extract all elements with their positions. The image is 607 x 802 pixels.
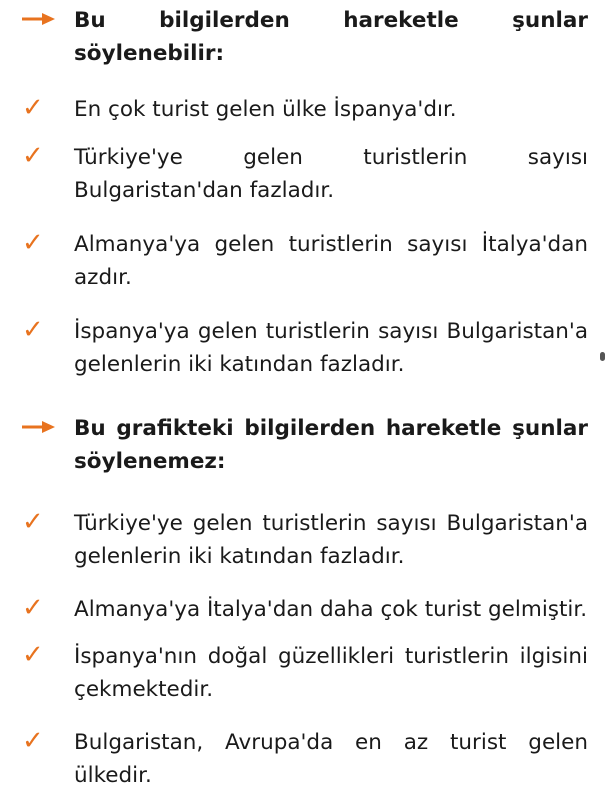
list-item-text: Bulgaristan, Avrupa'da en az turist gelen ülkedir. bbox=[74, 730, 588, 788]
list-item-text: Almanya'ya gelen turistlerin sayısı İtalya'dan azdır. bbox=[74, 232, 588, 290]
section1-heading: Bu bilgilerden hareketle şunlar söylenebilir: bbox=[74, 8, 588, 66]
checkmark-icon: ✓ bbox=[22, 640, 44, 670]
arrow-right-icon bbox=[22, 420, 62, 434]
checkmark-icon: ✓ bbox=[22, 93, 44, 123]
checkmark-icon: ✓ bbox=[22, 507, 44, 537]
list-item-text: Türkiye'ye gelen turistlerin sayısı Bulgaristan'dan fazladır. bbox=[74, 145, 588, 203]
list-item-text: İspanya'ya gelen turistlerin sayısı Bulgaristan'a gelenlerin iki katından fazladır. bbox=[74, 319, 588, 377]
checkmark-icon: ✓ bbox=[22, 726, 44, 756]
arrow-right-icon bbox=[22, 12, 62, 26]
list-item-text: En çok turist gelen ülke İspanya'dır. bbox=[74, 97, 457, 122]
list-item-text: Türkiye'ye gelen turistlerin sayısı Bulgaristan'a gelenlerin iki katından fazladır. bbox=[74, 511, 588, 569]
checkmark-icon: ✓ bbox=[22, 228, 44, 258]
checkmark-icon: ✓ bbox=[22, 315, 44, 345]
checkmark-icon: ✓ bbox=[22, 593, 44, 623]
checkmark-icon: ✓ bbox=[22, 141, 44, 171]
list-item-text: İspanya'nın doğal güzellikleri turistlerin ilgisini çekmektedir. bbox=[74, 644, 588, 702]
margin-dot bbox=[600, 352, 605, 361]
section2-heading: Bu grafikteki bilgilerden hareketle şunlar söylenemez: bbox=[74, 416, 588, 474]
list-item-text: Almanya'ya İtalya'dan daha çok turist gelmiştir. bbox=[74, 597, 588, 622]
